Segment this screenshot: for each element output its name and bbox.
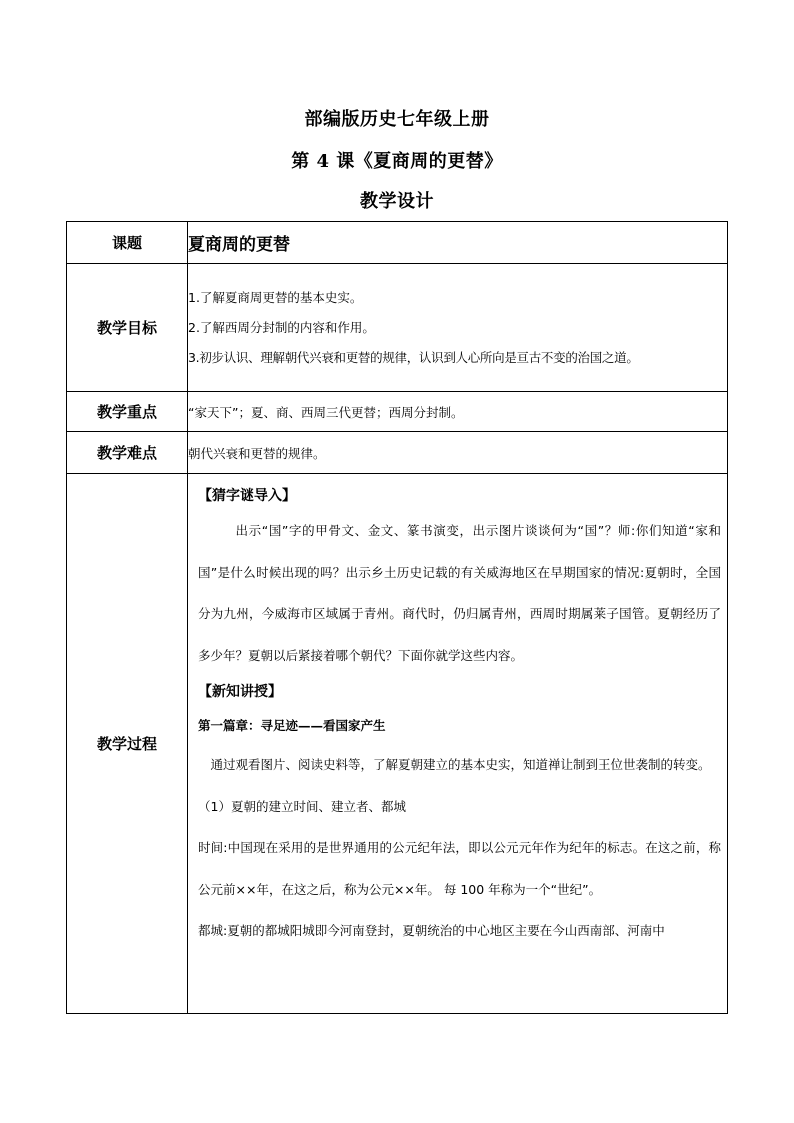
document-title: 部编版历史七年级上册 (304, 109, 490, 130)
goal-item: 3.初步认识、理解朝代兴衰和更替的规律，认识到人心所向是亘古不变的治国之道。 (188, 349, 639, 365)
capital-paragraph: 都城:夏朝的都城阳城即今河南登封，夏朝统治的中心地区主要在今山西南部、河南中 (198, 923, 665, 938)
goal-item: 1.了解夏商周更替的基本史实。 (188, 289, 363, 305)
time-paragraph: 时间:中国现在采用的是世界通用的公元纪年法，即以公元元年作为纪年的标志。在这之前，称公元前××年，在这之后，称为公元××年。 每 100 年称为一个“世纪”。 (198, 840, 721, 897)
table-row-difficulties (67, 432, 728, 474)
section-heading-new-knowledge: 【新知讲授】 (198, 684, 282, 700)
item-heading: （1）夏朝的建立时间、建立者、都城 (198, 798, 406, 814)
process-cell (188, 474, 728, 1014)
goals-cell (188, 264, 728, 392)
chapter-heading: 第一篇章：寻足迹——看国家产生 (198, 718, 386, 733)
process-label: 教学过程 (67, 474, 188, 1014)
difficulties-label: 教学难点 (67, 432, 188, 474)
table-row-process (67, 474, 728, 1014)
goal-item: 2.了解西周分封制的内容和作用。 (188, 319, 375, 335)
lesson-plan-table (66, 221, 728, 1014)
document-subtitle: 教学设计 (360, 191, 434, 212)
lesson-title: 第 4 课《夏商周的更替》 (291, 151, 503, 172)
topic-value: 夏商周的更替 (188, 235, 290, 255)
intro-paragraph: 出示“国”字的甲骨文、金文、篆书演变，出示图片谈谈何为“国”？师:你们知道“家和国”是什么时候出现的吗？出示乡土历史记载的有关威海地区在早期国家的情况:夏朝时，全国分为九州，今威海市区域属于青州。商代时，仍归属青州，西周时期属莱子国管。夏朝经历了多少年？夏朝以后紧接着哪个朝代？下面你就学这些内容。 (198, 523, 721, 663)
table-row-topic (67, 222, 728, 264)
section-heading-intro: 【猜字谜导入】 (198, 488, 296, 504)
key-points-label: 教学重点 (67, 392, 188, 432)
key-points-value: “家天下”；夏、商、西周三代更替；西周分封制。 (188, 404, 464, 420)
chapter-paragraph: 通过观看图片、阅读史料等，了解夏朝建立的基本史实，知道禅让制到王位世袭制的转变。 (210, 757, 711, 772)
difficulties-value: 朝代兴衰和更替的规律。 (188, 445, 326, 461)
key-points-cell (188, 392, 728, 432)
table-row-goals (67, 264, 728, 392)
topic-label: 课题 (67, 222, 188, 264)
difficulties-cell (188, 432, 728, 474)
topic-cell (188, 222, 728, 264)
table-row-key-points (67, 392, 728, 432)
goals-label: 教学目标 (67, 264, 188, 392)
